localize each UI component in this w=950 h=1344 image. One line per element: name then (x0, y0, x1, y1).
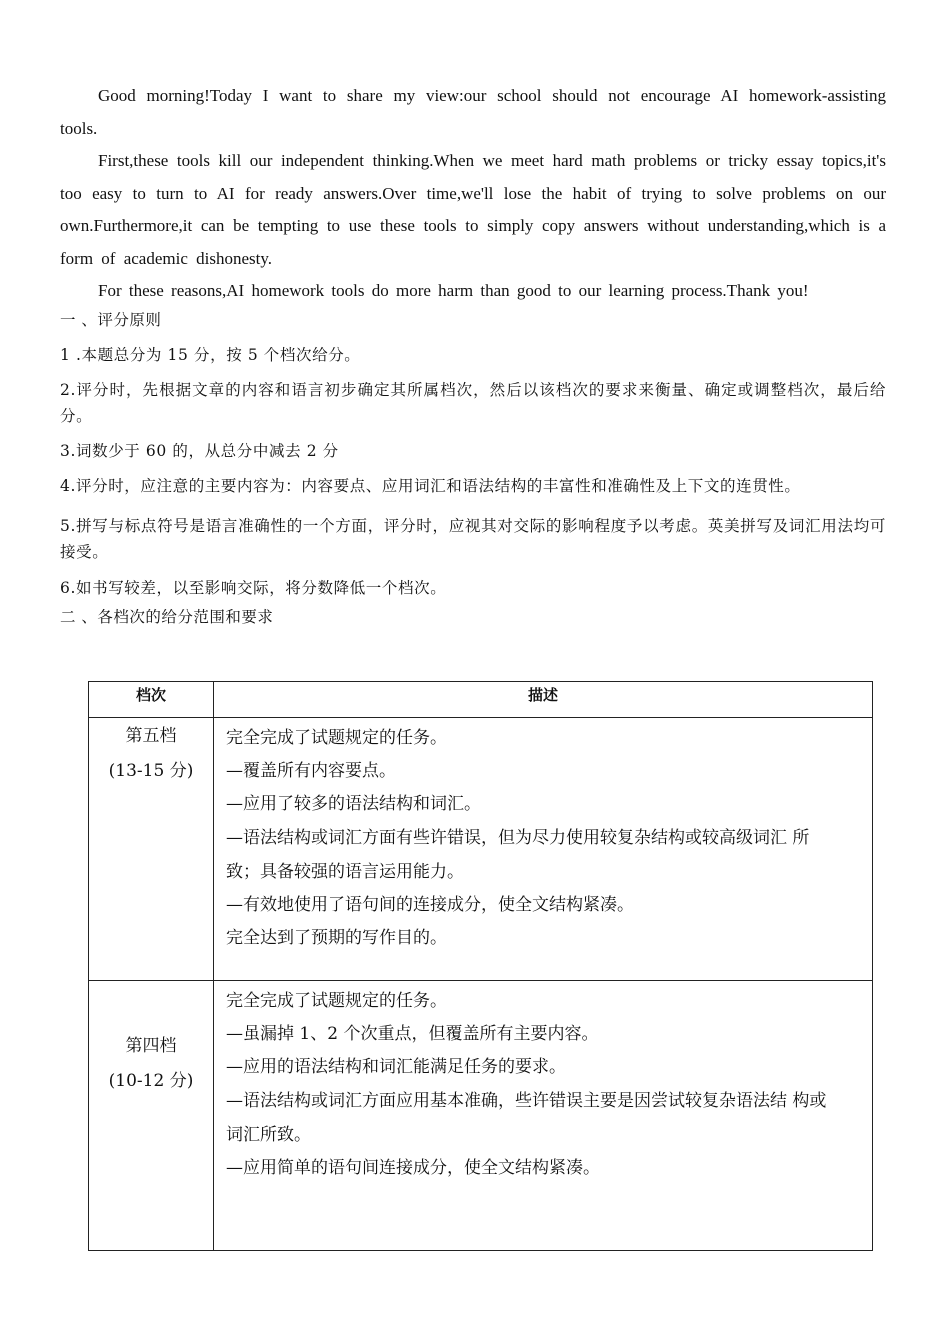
table-header-row (89, 682, 873, 718)
level-cell (89, 981, 214, 1251)
description-line: —应用了较多的语法结构和词汇。 (226, 794, 481, 814)
section-heading-grading-levels: 二 、各档次的给分范围和要求 (60, 607, 274, 626)
rule-5: 5.拼写与标点符号是语言准确性的一个方面，评分时，应视其对交际的影响程度予以考虑。英美拼写及词汇用法均可接受。 (60, 516, 886, 561)
description-line: —语法结构或词汇方面有些许错误，但为尽力使用较复杂结构或较高级词汇 所致；具备较强的语言运用能力。 (226, 828, 810, 882)
description-line: —应用简单的语句间连接成分，使全文结构紧凑。 (226, 1158, 600, 1178)
description-line: 完全达到了预期的写作目的。 (226, 928, 447, 948)
description-line: —覆盖所有内容要点。 (226, 761, 396, 781)
rule-6: 6.如书写较差，以至影响交际，将分数降低一个档次。 (60, 578, 447, 597)
level-range: (13-15 分) (108, 761, 194, 781)
grading-table (88, 681, 873, 1251)
level-cell (89, 718, 214, 981)
rule-2: 2.评分时，先根据文章的内容和语言初步确定其所属档次，然后以该档次的要求来衡量、确定或调整档次，最后给分。 (60, 380, 886, 425)
essay-paragraph-1: Good morning!Today I want to share my view:our school should not encourage AI homework-assisting tools. (60, 86, 886, 138)
header-description: 描述 (214, 682, 873, 718)
description-line: —虽漏掉 1、2 个次重点，但覆盖所有主要内容。 (226, 1024, 599, 1044)
table-row (89, 718, 873, 981)
description-line: —有效地使用了语句间的连接成分，使全文结构紧凑。 (226, 895, 634, 915)
description-line: 完全完成了试题规定的任务。 (226, 728, 447, 748)
header-level: 档次 (89, 682, 214, 718)
rule-4: 4.评分时，应注意的主要内容为：内容要点、应用词汇和语法结构的丰富性和准确性及上下文的连贯性。 (60, 476, 801, 495)
description-line: —应用的语法结构和词汇能满足任务的要求。 (226, 1057, 566, 1077)
essay-paragraph-3: For these reasons,AI homework tools do more harm than good to our learning process.Thank you! (98, 281, 809, 300)
description-line: 完全完成了试题规定的任务。 (226, 991, 447, 1011)
table-row (89, 981, 873, 1251)
description-line: —语法结构或词汇方面应用基本准确，些许错误主要是因尝试较复杂语法结 构或词汇所致。 (226, 1091, 827, 1145)
essay-paragraph-2: First,these tools kill our independent thinking.When we meet hard math problems or tricky essay topics,it's too easy to turn to AI for ready answers.Over time,we'll lose the habit of trying to solve problems on our own.Furthermore,it can be tempting to use these tools to simply copy answers without understanding,which is a form of academic dishonesty. (60, 151, 886, 268)
level-name: 第五档 (125, 726, 177, 746)
essay (60, 80, 886, 308)
document-page (60, 80, 886, 627)
level-name: 第四档 (125, 1036, 177, 1056)
rule-1: 1 .本题总分为 15 分，按 5 个档次给分。 (60, 345, 361, 364)
section-heading-scoring-principles: 一 、评分原则 (60, 310, 162, 329)
description-cell (214, 718, 873, 981)
description-cell (214, 981, 873, 1251)
level-range: (10-12 分) (108, 1071, 194, 1091)
rule-3: 3.词数少于 60 的，从总分中减去 2 分 (60, 441, 339, 460)
